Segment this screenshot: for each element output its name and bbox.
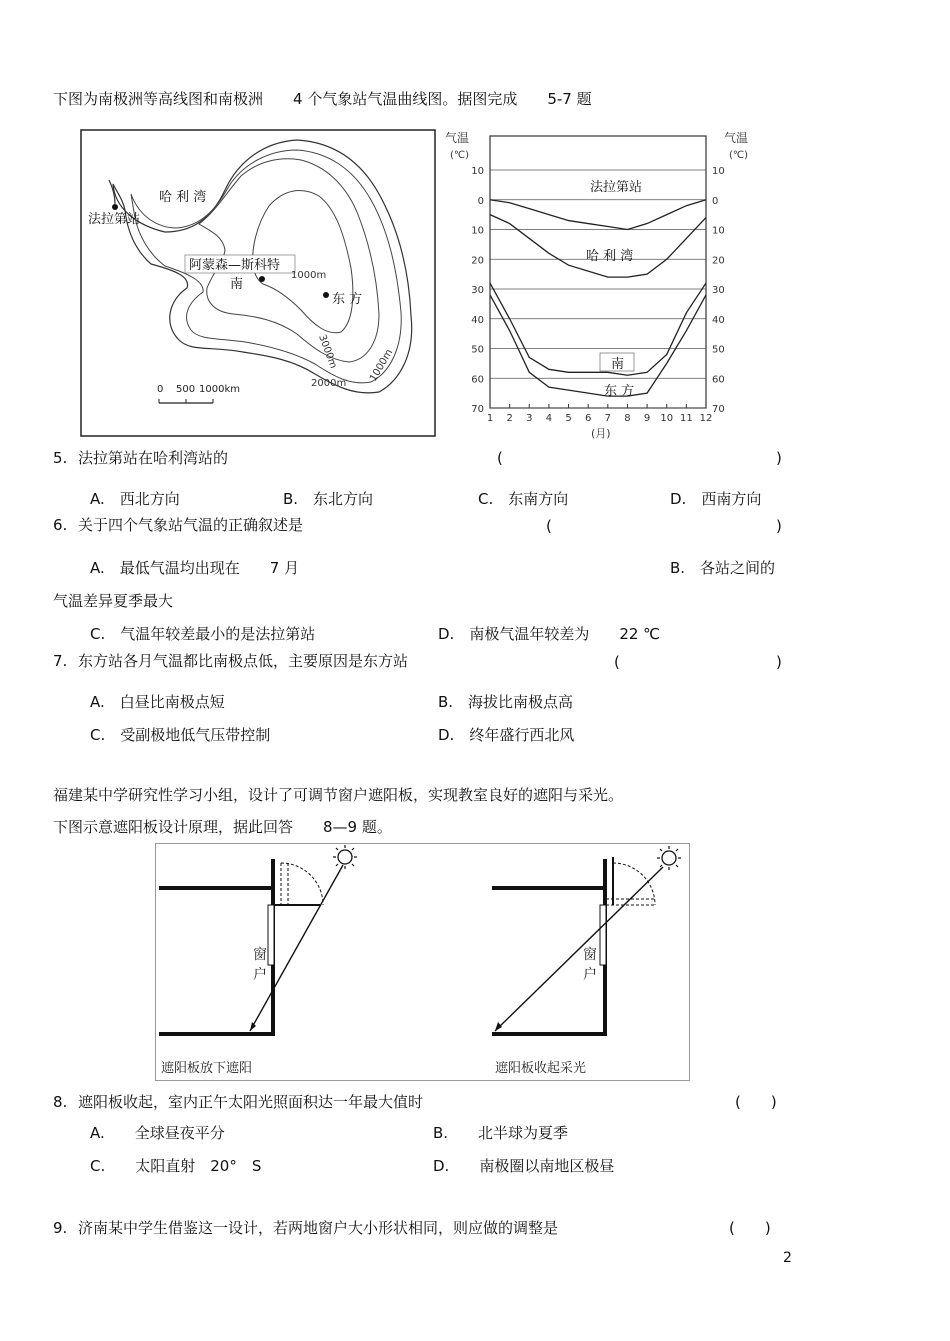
y-tick-right: 60 <box>712 374 725 386</box>
x-tick-label: 7 <box>604 413 612 424</box>
y-tick-right: 50 <box>712 344 725 356</box>
scale-1000: 1000km <box>199 384 240 395</box>
y-tick-left: 60 <box>471 374 484 386</box>
contour-label-4: 1000m <box>368 347 396 384</box>
y-tick-right: 0 <box>712 195 719 207</box>
series-line-0 <box>490 200 706 230</box>
label-halee: 哈 利 湾 <box>159 190 207 205</box>
left-panel <box>159 845 357 1076</box>
chart-frame <box>490 136 706 408</box>
sun-icon-right <box>657 846 681 870</box>
chart-svg <box>440 125 770 440</box>
label-dongfang: 东 方 <box>332 292 363 307</box>
x-tick-label: 5 <box>565 413 572 424</box>
q8-paren: ( ) <box>735 1093 777 1111</box>
antarctica-contour-map <box>79 120 439 440</box>
intro-text-2b: 下图示意遮阳板设计原理，据此回答 8—9 题。 <box>53 818 392 836</box>
sunshade-svg <box>155 843 690 1081</box>
series-line-1 <box>490 215 706 277</box>
q8-option-c[interactable]: C. 太阳直射 20° S <box>90 1157 262 1175</box>
q9-number: 9. <box>53 1219 68 1237</box>
q6-option-d[interactable]: D. 南极气温年较差为 22 ℃ <box>438 625 661 643</box>
x-tick-label: 2 <box>506 413 513 424</box>
map-svg <box>79 120 439 440</box>
series-label-dongfang: 东 方 <box>604 384 635 399</box>
sun-icon-left <box>333 845 357 869</box>
y-tick-left: 40 <box>471 314 484 326</box>
q7-paren-right: ) <box>776 653 782 671</box>
q7-option-c[interactable]: C. 受副极地低气压带控制 <box>90 726 271 744</box>
q9-paren: ( ) <box>729 1219 771 1237</box>
x-tick-label: 6 <box>584 413 592 424</box>
peninsula-tip <box>109 180 115 204</box>
series-line-3 <box>490 295 706 396</box>
contour-label-3: 2000m <box>311 378 347 389</box>
y-tick-left: 50 <box>471 344 484 356</box>
dongfang-dot <box>323 292 329 298</box>
q7-stem: 东方站各月气温都比南极点低，主要原因是东方站 <box>78 652 409 670</box>
q6-paren-right: ) <box>776 517 782 535</box>
y-tick-right: 10 <box>712 225 725 237</box>
caption-left: 遮阳板放下遮阳 <box>161 1061 253 1076</box>
q7-option-b[interactable]: B. 海拔比南极点高 <box>438 693 574 711</box>
q7-option-a[interactable]: A. 白昼比南极点短 <box>90 693 225 711</box>
y-tick-left: 70 <box>471 404 484 415</box>
y-tick-right: 70 <box>712 404 725 415</box>
intro-text-2a: 福建某中学研究性学习小组，设计了可调节窗户遮阳板，实现教室良好的遮阳与采光。 <box>53 786 624 804</box>
label-amundsen: 阿蒙森—斯科特 <box>189 258 281 273</box>
x-tick-label: 3 <box>526 413 533 424</box>
q8-stem: 遮阳板收起，室内正午太阳光照面积达一年最大值时 <box>78 1093 424 1111</box>
nanji-dot <box>259 276 265 282</box>
q7-option-d[interactable]: D. 终年盛行西北风 <box>438 726 575 744</box>
scale-0: 0 <box>157 384 164 395</box>
series-label-falati: 法拉第站 <box>590 180 643 195</box>
q6-option-b-continued: 气温差异夏季最大 <box>53 592 174 610</box>
q5-number: 5. <box>53 449 68 467</box>
q8-option-a[interactable]: A. 全球昼夜平分 <box>90 1124 225 1142</box>
left-axis-unit: (℃) <box>450 150 470 161</box>
q7-number: 7. <box>53 652 68 670</box>
label-falati: 法拉第站 <box>88 212 141 227</box>
right-panel <box>492 846 681 1076</box>
label-nan: 南 <box>230 277 244 292</box>
series-label-halee: 哈 利 湾 <box>586 249 634 264</box>
y-tick-right: 40 <box>712 314 725 326</box>
y-tick-left: 10 <box>471 225 484 237</box>
temperature-chart <box>440 125 770 440</box>
sunshade-figure <box>155 843 690 1081</box>
window-label-right-1: 窗 <box>583 947 597 963</box>
x-tick-label: 12 <box>699 413 713 424</box>
q9-stem: 济南某中学生借鉴这一设计，若两地窗户大小形状相同，则应做的调整是 <box>78 1219 559 1237</box>
x-tick-label: 8 <box>624 413 631 424</box>
q5-paren-left: ( <box>497 449 503 467</box>
q5-option-c[interactable]: C. 东南方向 <box>478 490 569 508</box>
x-tick-label: 1 <box>486 413 494 424</box>
scale-500: 500 <box>176 384 196 395</box>
contour-label-1: 1000m <box>291 270 327 281</box>
contour-label-2: 3000m <box>316 333 339 371</box>
intro-text-1: 下图为南极洲等高线图和南极洲 4 个气象站气温曲线图。据图完成 5-7 题 <box>53 90 592 108</box>
y-tick-left: 30 <box>471 285 484 296</box>
window-label-left-1: 窗 <box>253 947 267 963</box>
q8-option-d[interactable]: D. 南极圈以南地区极昼 <box>433 1157 615 1175</box>
x-tick-label: 11 <box>679 413 693 424</box>
y-tick-left: 20 <box>471 255 484 267</box>
q6-number: 6. <box>53 516 68 534</box>
x-tick-label: 4 <box>545 413 553 424</box>
y-tick-right: 20 <box>712 255 725 267</box>
y-tick-left: 10 <box>471 166 484 177</box>
window-label-left-2: 户 <box>253 967 267 983</box>
y-tick-right: 10 <box>712 166 725 177</box>
q8-option-b[interactable]: B. 北半球为夏季 <box>433 1124 569 1142</box>
q8-number: 8. <box>53 1093 68 1111</box>
caption-right: 遮阳板收起采光 <box>495 1061 587 1076</box>
q5-option-b[interactable]: B. 东北方向 <box>283 490 374 508</box>
q7-paren-left: ( <box>614 653 620 671</box>
window-label-right-2: 户 <box>583 967 597 983</box>
q6-option-a[interactable]: A. 最低气温均出现在 7 月 <box>90 559 300 577</box>
series-label-nan: 南 <box>611 357 625 372</box>
q5-paren-right: ) <box>776 449 782 467</box>
series-line-2 <box>490 283 706 375</box>
right-axis-unit: (℃) <box>729 150 749 161</box>
q6-option-b[interactable]: B. 各站之间的 <box>670 559 776 577</box>
page-number: 2 <box>783 1250 792 1266</box>
x-axis-unit: (月) <box>591 427 611 440</box>
q5-stem: 法拉第站在哈利湾站的 <box>78 449 229 467</box>
left-axis-title: 气温 <box>445 131 470 145</box>
y-tick-right: 30 <box>712 285 725 296</box>
x-tick-label: 10 <box>660 413 674 424</box>
q6-stem: 关于四个气象站气温的正确叙述是 <box>78 516 304 534</box>
q5-option-a[interactable]: A. 西北方向 <box>90 490 180 508</box>
y-tick-left: 0 <box>477 195 484 207</box>
q6-paren-left: ( <box>546 517 552 535</box>
q5-option-d[interactable]: D. 西南方向 <box>670 490 762 508</box>
falati-dot <box>112 204 118 210</box>
q6-option-c[interactable]: C. 气温年较差最小的是法拉第站 <box>90 625 316 643</box>
x-tick-label: 9 <box>643 413 651 424</box>
right-axis-title: 气温 <box>724 131 749 145</box>
